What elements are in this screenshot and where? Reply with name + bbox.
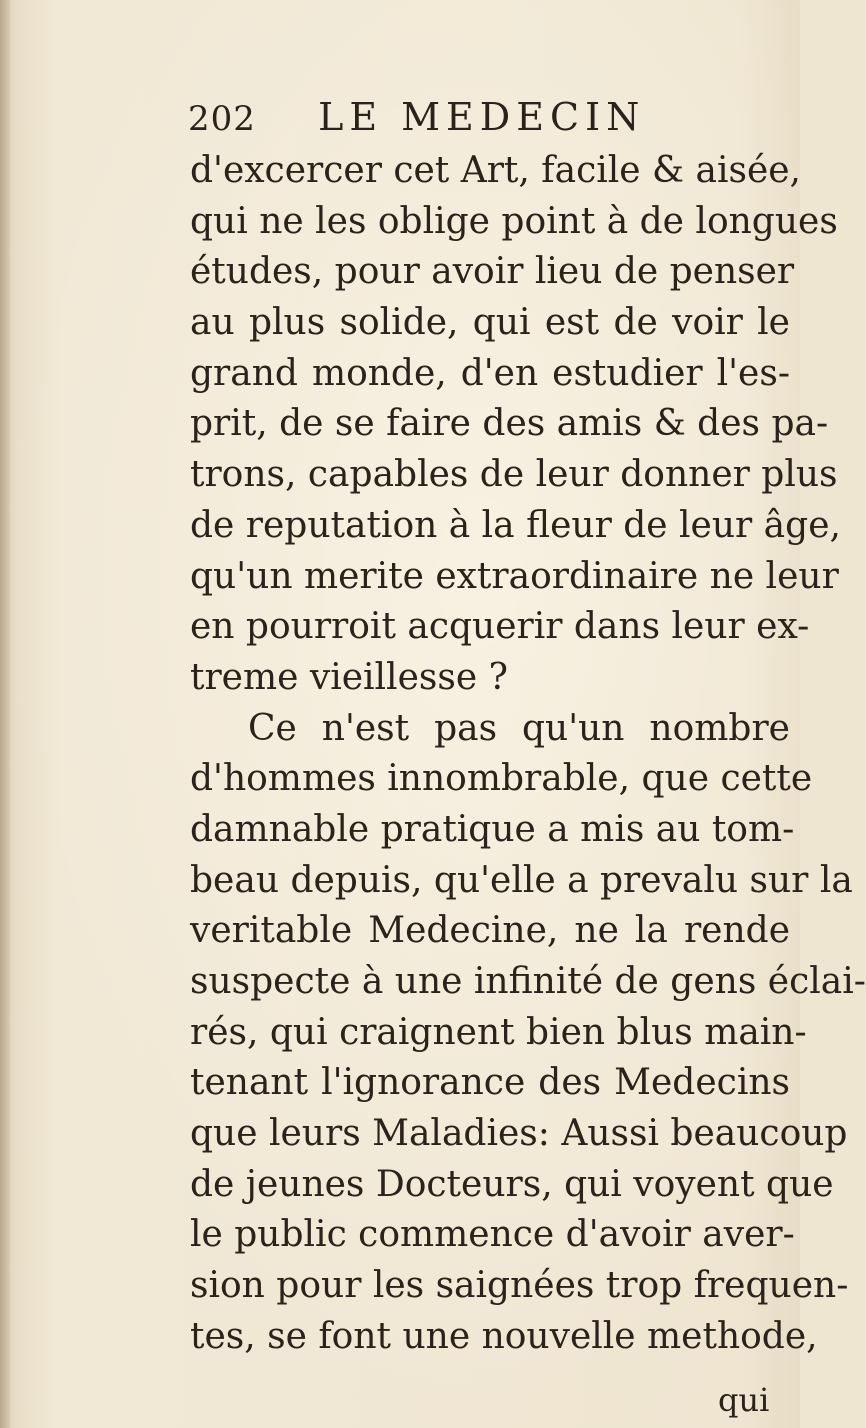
- text-line: d'excercer cet Art, facile & aisée,: [190, 150, 801, 191]
- paragraph-start-line: Ce n'est pas qu'un nombre: [248, 707, 790, 749]
- body-text: [190, 146, 866, 1363]
- text-line: que leurs Maladies: Aussi beaucoup: [190, 1113, 848, 1155]
- text-line: beau depuis, qu'elle a prevalu sur la: [190, 859, 853, 901]
- text-line: qui ne les oblige point à de longues: [190, 200, 838, 242]
- text-line: suspecte à une infinité de gens éclai-: [190, 961, 866, 1002]
- text-line: au plus solide, qui est de voir le: [190, 302, 790, 344]
- page-header: [188, 92, 748, 142]
- running-head: LE MEDECIN: [318, 95, 646, 139]
- text-line: d'hommes innombrable, que cette: [190, 758, 813, 800]
- text-line: qu'un merite extraordinaire ne leur: [190, 555, 839, 597]
- text-line: tes, se font une nouvelle methode,: [190, 1315, 818, 1357]
- text-line: tenant l'ignorance des Medecins: [190, 1062, 790, 1104]
- text-line: prit, de se faire des amis & des pa-: [190, 403, 829, 445]
- page-gutter: [0, 0, 10, 1428]
- text-line: de jeunes Docteurs, qui voyent que: [190, 1163, 834, 1205]
- text-line: études, pour avoir lieu de penser: [190, 251, 795, 293]
- text-line: rés, qui craignent bien blus main-: [190, 1011, 807, 1053]
- text-line: treme vieillesse ?: [190, 656, 508, 698]
- text-line: en pourroit acquerir dans leur ex-: [190, 606, 810, 648]
- page-number: 202: [188, 99, 256, 139]
- catchword: qui: [718, 1381, 770, 1419]
- text-line: sion pour les saignées trop frequen-: [190, 1265, 849, 1307]
- text-line: grand monde, d'en estudier l'es-: [190, 352, 790, 394]
- text-line: veritable Medecine, ne la rende: [190, 910, 790, 952]
- text-line: damnable pratique a mis au tom-: [190, 808, 795, 850]
- text-line: de reputation à la fleur de leur âge,: [190, 504, 841, 546]
- text-line: le public commence d'avoir aver-: [190, 1214, 795, 1256]
- text-line: trons, capables de leur donner plus: [190, 454, 838, 496]
